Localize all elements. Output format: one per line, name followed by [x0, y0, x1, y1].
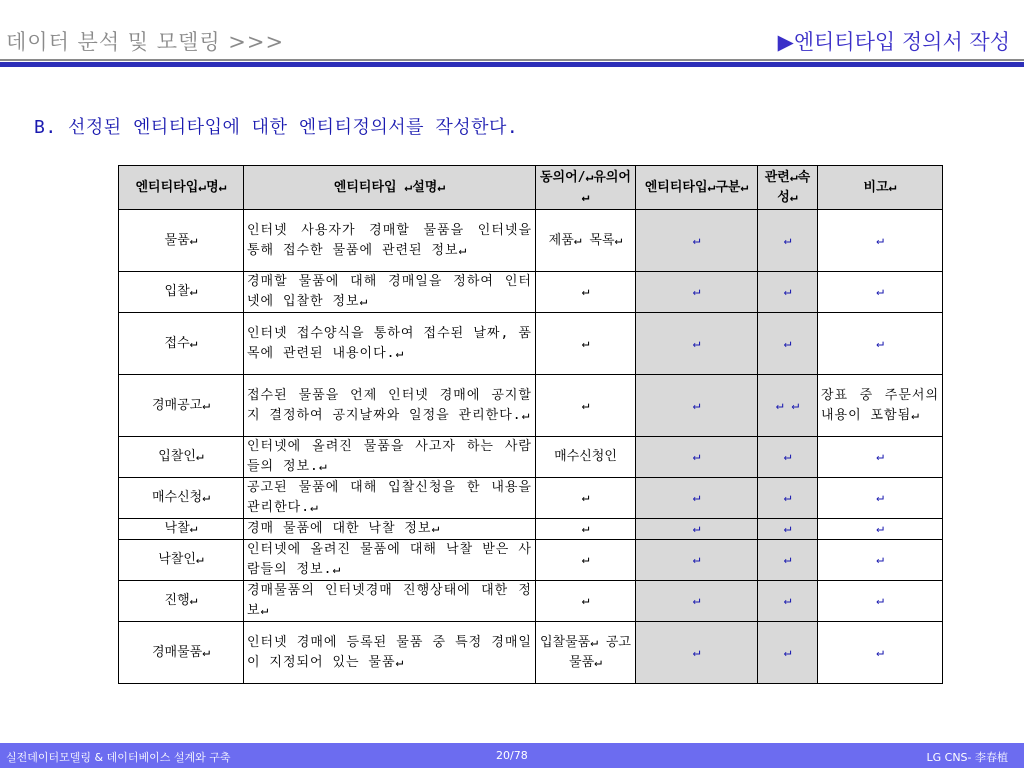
table-row — [119, 519, 943, 540]
cell-entity-name: 경매물품↵ — [119, 622, 244, 684]
cell-entity-type: ↵ — [636, 478, 758, 519]
cell-entity-name: 낙찰인↵ — [119, 540, 244, 581]
col-header-related-attr: 관련↵속성↵ — [758, 166, 818, 210]
header-divider-thin — [0, 59, 1024, 61]
cell-note: 장표 중 주문서의 내용이 포함됨↵ — [818, 375, 943, 437]
cell-entity-type: ↵ — [636, 622, 758, 684]
cell-entity-desc: 경매 물품에 대한 낙찰 정보↵ — [244, 519, 536, 540]
cell-note: ↵ — [818, 437, 943, 478]
col-header-synonym: 동의어/↵유의어↵ — [536, 166, 636, 210]
cell-synonym: ↵ — [536, 519, 636, 540]
cell-related-attr: ↵ — [758, 437, 818, 478]
cell-entity-desc: 인터넷에 올려진 물품에 대해 낙찰 받은 사람들의 정보.↵ — [244, 540, 536, 581]
cell-synonym: ↵ — [536, 540, 636, 581]
cell-entity-name: 접수↵ — [119, 313, 244, 375]
cell-note: ↵ — [818, 272, 943, 313]
table-row — [119, 622, 943, 684]
cell-synonym: ↵ — [536, 375, 636, 437]
cell-entity-name: 입찰인↵ — [119, 437, 244, 478]
cell-synonym: 제품↵ 목록↵ — [536, 210, 636, 272]
cell-entity-name: 물품↵ — [119, 210, 244, 272]
cell-entity-type: ↵ — [636, 210, 758, 272]
cell-related-attr: ↵ — [758, 210, 818, 272]
cell-synonym: ↵ — [536, 581, 636, 622]
cell-related-attr: ↵ — [758, 478, 818, 519]
cell-note: ↵ — [818, 519, 943, 540]
table-row — [119, 375, 943, 437]
cell-related-attr: ↵ ↵ — [758, 375, 818, 437]
table-row — [119, 313, 943, 375]
col-header-entity-type: 엔티티타입↵구분↵ — [636, 166, 758, 210]
cell-entity-type: ↵ — [636, 519, 758, 540]
cell-entity-type: ↵ — [636, 540, 758, 581]
cell-entity-type: ↵ — [636, 581, 758, 622]
cell-entity-name: 매수신청↵ — [119, 478, 244, 519]
cell-synonym: ↵ — [536, 313, 636, 375]
table-row — [119, 437, 943, 478]
cell-related-attr: ↵ — [758, 313, 818, 375]
cell-note: ↵ — [818, 581, 943, 622]
footer-bar — [0, 743, 1024, 768]
table-row — [119, 540, 943, 581]
col-header-note: 비고↵ — [818, 166, 943, 210]
cell-entity-desc: 인터넷 경매에 등록된 물품 중 특정 경매일이 지정되어 있는 물품↵ — [244, 622, 536, 684]
header-slide-title: ▶엔티티타입 정의서 작성 — [777, 30, 1010, 54]
footer-page-number: 20/78 — [496, 749, 528, 762]
cell-entity-desc: 인터넷에 올려진 물품을 사고자 하는 사람들의 정보.↵ — [244, 437, 536, 478]
footer-author: LG CNS- 李春植 — [926, 751, 1008, 764]
col-header-entity-name: 엔티티타입↵명↵ — [119, 166, 244, 210]
cell-entity-name: 낙찰↵ — [119, 519, 244, 540]
cell-note: ↵ — [818, 210, 943, 272]
table-header-row — [119, 166, 943, 210]
cell-related-attr: ↵ — [758, 519, 818, 540]
cell-related-attr: ↵ — [758, 622, 818, 684]
cell-note: ↵ — [818, 478, 943, 519]
table-row — [119, 581, 943, 622]
table-row — [119, 272, 943, 313]
cell-entity-type: ↵ — [636, 375, 758, 437]
cell-entity-desc: 공고된 물품에 대해 입찰신청을 한 내용을 관리한다.↵ — [244, 478, 536, 519]
cell-entity-desc: 인터넷 접수양식을 통하여 접수된 날짜, 품목에 관련된 내용이다.↵ — [244, 313, 536, 375]
cell-entity-type: ↵ — [636, 272, 758, 313]
cell-entity-name: 입찰↵ — [119, 272, 244, 313]
cell-synonym: ↵ — [536, 272, 636, 313]
header-divider-thick — [0, 62, 1024, 67]
cell-note: ↵ — [818, 540, 943, 581]
cell-related-attr: ↵ — [758, 272, 818, 313]
col-header-entity-desc: 엔티티타입 ↵설명↵ — [244, 166, 536, 210]
cell-entity-desc: 인터넷 사용자가 경매할 물품을 인터넷을 통해 접수한 물품에 관련된 정보↵ — [244, 210, 536, 272]
cell-entity-name: 경매공고↵ — [119, 375, 244, 437]
cell-related-attr: ↵ — [758, 540, 818, 581]
cell-entity-name: 진행↵ — [119, 581, 244, 622]
header-section-title: 데이터 분석 및 모델링 >>> — [6, 30, 285, 54]
cell-synonym: ↵ — [536, 478, 636, 519]
entity-definition-table — [118, 165, 943, 684]
cell-synonym: 매수신청인 — [536, 437, 636, 478]
table-row — [119, 210, 943, 272]
cell-entity-desc: 접수된 물품을 언제 인터넷 경매에 공지할지 결정하여 공지날짜와 일정을 관리한다.↵ — [244, 375, 536, 437]
cell-related-attr: ↵ — [758, 581, 818, 622]
slide-subtitle: B. 선정된 엔티티타입에 대한 엔티티정의서를 작성한다. — [34, 117, 519, 138]
table-row — [119, 478, 943, 519]
cell-note: ↵ — [818, 313, 943, 375]
cell-entity-type: ↵ — [636, 437, 758, 478]
cell-entity-desc: 경매물품의 인터넷경매 진행상태에 대한 정보↵ — [244, 581, 536, 622]
cell-note: ↵ — [818, 622, 943, 684]
footer-course-title: 실전데이터모델링 & 데이터베이스 설계와 구축 — [6, 751, 231, 764]
cell-entity-desc: 경매할 물품에 대해 경매일을 정하여 인터넷에 입찰한 정보↵ — [244, 272, 536, 313]
cell-entity-type: ↵ — [636, 313, 758, 375]
cell-synonym: 입찰물품↵ 공고물품↵ — [536, 622, 636, 684]
